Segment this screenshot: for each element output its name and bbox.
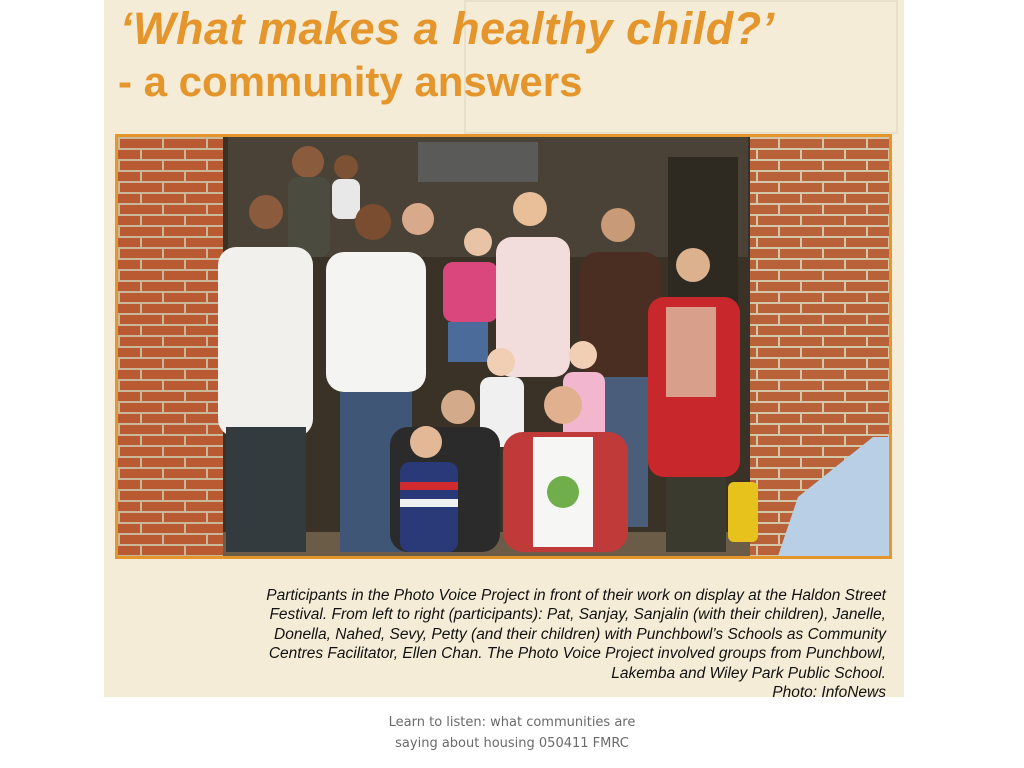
caption-text: Participants in the Photo Voice Project in front of their work on display at the Haldon Street Festival. From left to right (participants): Pat, Sanjay, Sanjalin (with their children), Janelle, Donella, Nahed, Sevy, Petty (and their children) with Punchbowl’s Schools as Community Centres Facilitator, Ellen Chan. The Photo Voice Project involved groups from Punchbowl, Lakemba and Wiley Park Public School. — [266, 586, 886, 682]
footer-line-2: saying about housing 050411 FMRC — [395, 736, 629, 751]
photo-caption — [224, 586, 886, 698]
slide-footer — [312, 712, 712, 754]
headline-line-2: - a community answers — [118, 58, 583, 105]
clipping-headline — [120, 2, 775, 108]
group-photo — [118, 137, 889, 556]
newspaper-clipping — [104, 0, 904, 697]
photo-frame — [115, 134, 892, 559]
footer-line-1: Learn to listen: what communities are — [388, 715, 636, 730]
headline-line-1: ‘What makes a healthy child?’ — [120, 3, 775, 54]
photo-credit: Photo: InfoNews — [772, 684, 886, 697]
